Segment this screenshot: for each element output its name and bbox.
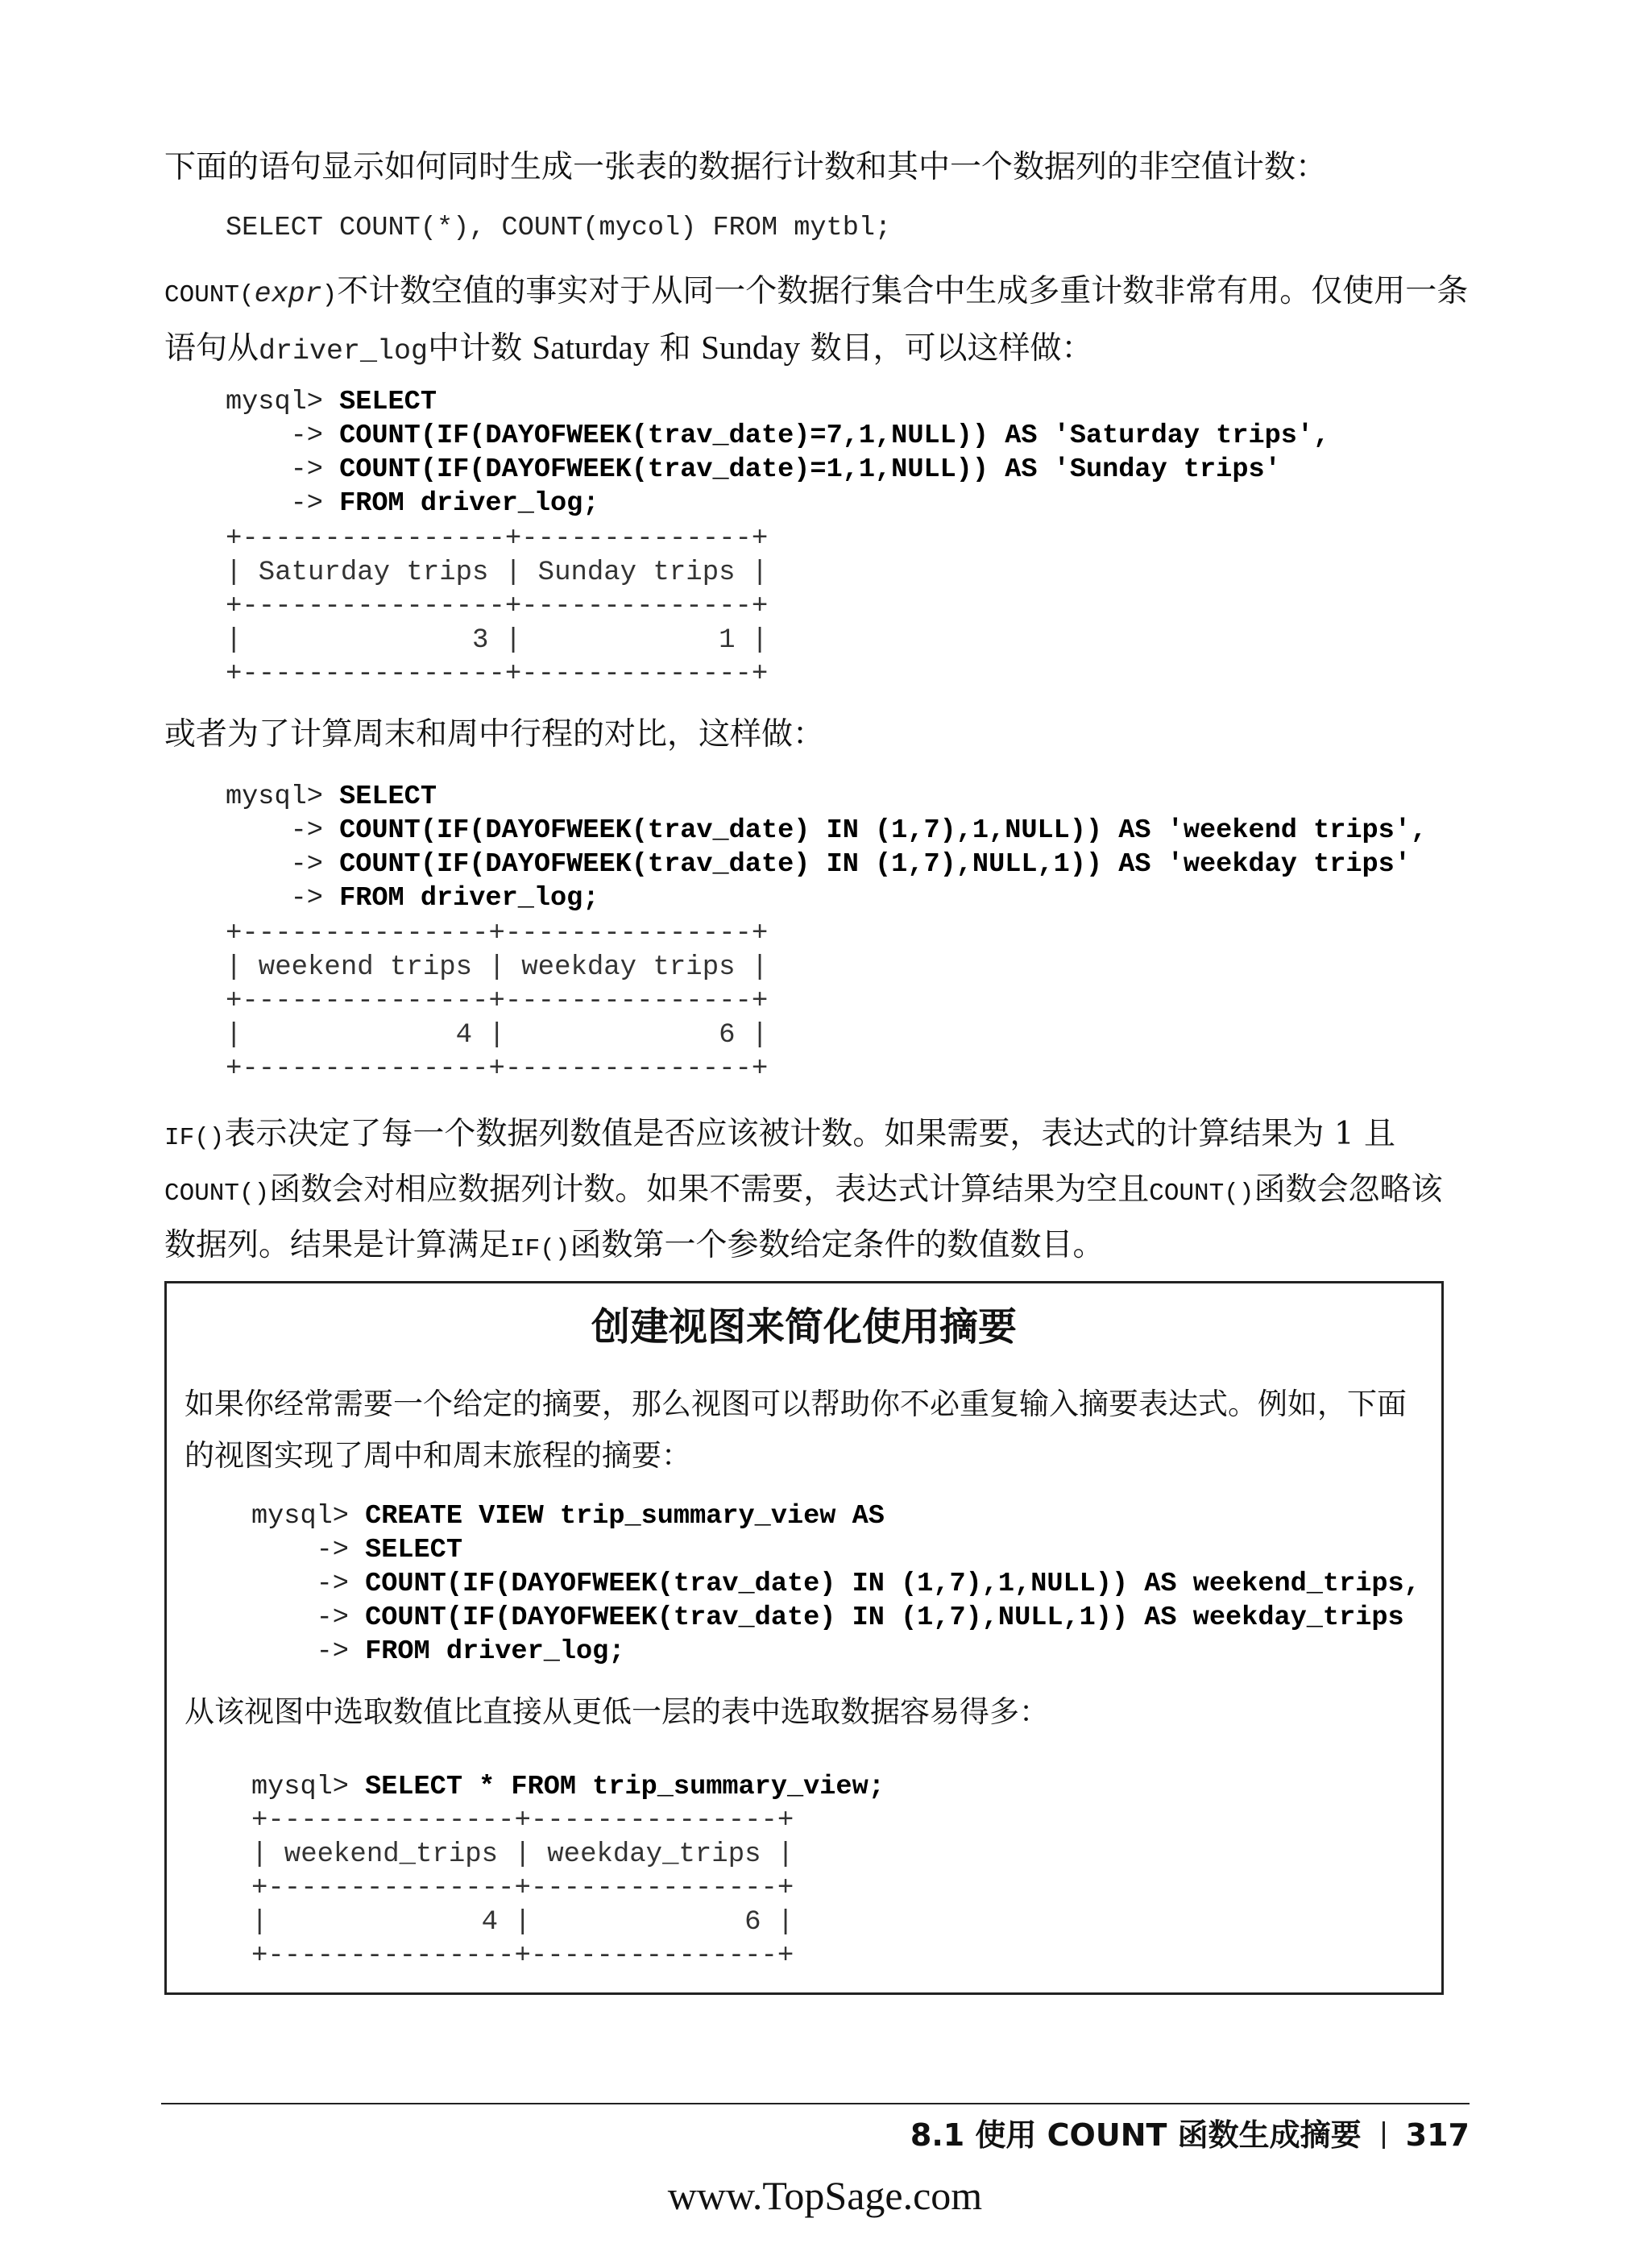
weekend-weekday-paragraph: 或者为了计算周末和周中行程的对比，这样做： (164, 716, 825, 753)
sidebar-code-select-view: mysql> SELECT * FROM trip_summary_view; (251, 1772, 885, 1802)
code-count-example: SELECT COUNT(*), COUNT(mycol) FROM mytbl; (226, 213, 892, 243)
sidebar-code-create-view: mysql> CREATE VIEW trip_summary_view AS -> SELECT -> COUNT(IF(DAYOFWEEK(trav_date) IN (1,7),1,NULL)) AS weekend_trips, -> COUNT(IF(DAYOFWEEK(trav_date) IN (1,7),NULL,1)) AS weekday_trips -> FROM driver_log; (251, 1501, 1420, 1667)
sidebar-title: 创建视图来简化使用摘要 (591, 1304, 1017, 1350)
count-expr-paragraph: COUNT(expr)不计数空值的事实对于从同一个数据行集合中生成多重计数非常有用。仅使用一条语句从driver_log中计数 Saturday 和 Sunday 数目，可以这样做： (164, 273, 1469, 367)
page-number: 317 (1405, 2117, 1470, 2153)
result-table-saturday-sunday: +----------------+--------------+ | Saturday trips | Sunday trips | +----------------+--------------+ | 3 | 1 | +----------------+--------------+ (226, 524, 769, 690)
code-block-saturday-sunday: mysql> SELECT -> COUNT(IF(DAYOFWEEK(trav_date)=7,1,NULL)) AS 'Saturday trips', -> COUNT(IF(DAYOFWEEK(trav_date)=1,1,NULL)) AS 'Sunday trips' -> FROM driver_log; (226, 387, 1330, 519)
watermark-url: www.TopSage.com (667, 2173, 983, 2218)
sidebar-result-table: +---------------+---------------+ | weekend_trips | weekday_trips | +---------------+---------------+ | 4 | 6 | +---------------+---------------+ (251, 1806, 794, 1972)
footer-section-title: 8.1 使用 COUNT 函数生成摘要 (910, 2117, 1362, 2153)
footer-separator (1383, 2121, 1385, 2149)
page-footer (910, 2113, 1470, 2158)
sidebar-box-view-summary (164, 1281, 1444, 1995)
footer-rule (161, 2103, 1470, 2104)
if-explanation-paragraph: IF()表示决定了每一个数据列数值是否应该被计数。如果需要，表达式的计算结果为 1 且COUNT()函数会对相应数据列计数。如果不需要，表达式计算结果为空且COUNT()函数会忽略该数据列。结果是计算满足IF()函数第一个参数给定条件的数值数目。 (164, 1116, 1443, 1263)
sidebar-paragraph-2: 从该视图中选取数值比直接从更低一层的表中选取数据容易得多： (184, 1694, 1049, 1729)
intro-paragraph: 下面的语句显示如何同时生成一张表的数据行计数和其中一个数据列的非空值计数： (164, 149, 1328, 185)
sidebar-paragraph-1: 如果你经常需要一个给定的摘要，那么视图可以帮助你不必重复输入摘要表达式。例如，下面的视图实现了周中和周末旅程的摘要： (184, 1387, 1407, 1473)
code-block-weekend-weekday: mysql> SELECT -> COUNT(IF(DAYOFWEEK(trav_date) IN (1,7),1,NULL)) AS 'weekend trips', -> COUNT(IF(DAYOFWEEK(trav_date) IN (1,7),NULL,1)) AS 'weekday trips' -> FROM driver_log; (226, 782, 1428, 914)
result-table-weekend-weekday: +---------------+---------------+ | weekend trips | weekday trips | +---------------+---------------+ | 4 | 6 | +---------------+---------------+ (226, 918, 769, 1084)
